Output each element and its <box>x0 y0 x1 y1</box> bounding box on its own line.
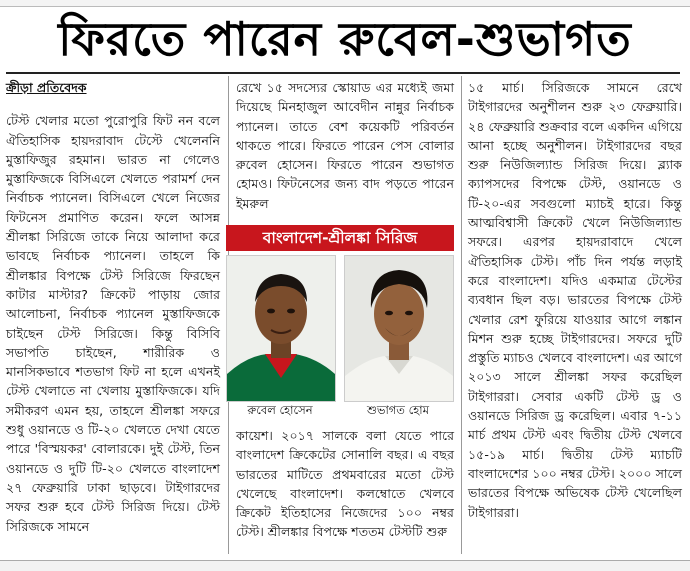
byline: ক্রীড়া প্রতিবেদক <box>6 80 87 95</box>
rubel-hossain-photo <box>226 255 336 402</box>
column-divider <box>461 76 462 554</box>
article-column-2-bottom <box>236 426 454 542</box>
column-2-bottom-text: কায়েশ। ২০১৭ সালকে বলা যেতে পারে বাংলাদেশ ক্রিকেটের সোনালি বছর। এ বছর ভারতের মাটিতে প্রথমবারের মতো টেস্ট খেলেছে বাংলাদেশ। কলম্বোতে খেলবে ক্রিকেট ইতিহাসের নিজেদের ১০০ নম্বর টেস্ট। শ্রীলঙ্কার বিপক্ষে শততম টেস্টটি শুরু <box>236 428 454 540</box>
article-column-1 <box>6 78 220 536</box>
caption-rubel: রুবেল হোসেন <box>247 403 313 417</box>
column-3-text: ১৫ মার্চ। সিরিজকে সামনে রেখে টাইগারদের অনুশীলন শুরু ২৩ ফেব্রুয়ারি। ২৪ ফেব্রুয়ারি শুক্রবার বলে একদিন এগিয়ে আনা হচ্ছে অনুশীলন। টাইগারদের বছর শুরু নিউজিল্যান্ড সিরিজ দিয়ে। ব্ল্যাক ক্যাপসদের বিপক্ষে টেস্ট, ওয়ানডে ও টি-২০-এর সবগুলো ম্যাচই হারে। কিন্তু আত্মবিশ্বাসী ক্রিকেট খেলে নিউজিল্যান্ড সফরে। এরপর হায়দরাবাদে খেলে ঐতিহাসিক টেস্ট। পাঁচ দিন পর্যন্ত লড়াই করে বাংলাদেশ। যদিও একমাত্র টেস্টের ব্যবধান ছিল বড়। ভারতের বিপক্ষে টেস্ট খেলার রেশ ফুরিয়ে যাওয়ার আগে লঙ্কান মিশন শুরু হচ্ছে টাইগারদের। সফরে দুটি প্রস্তুতি ম্যাচও খেলবে বাংলাদেশ। এর আগে ২০১৩ সালে শ্রীলঙ্কা সফর করেছিল টাইগাররা। সেবার একটি টেস্ট ড্র ও ওয়ানডে সিরিজ ড্র করেছিল। এবার ৭-১১ মার্চ প্রথম টেস্ট এবং দ্বিতীয় টেস্ট খেলবে ১৫-১৯ মার্চ। দ্বিতীয় টেস্ট ম্যাচটি বাংলাদেশের ১০০ নম্বর টেস্ট। ২০০০ সালে ভারতের বিপক্ষে অভিষেক টেস্ট খেলেছিল টাইগাররা। <box>468 80 682 520</box>
column-1-text: টেস্ট খেলার মতো পুরোপুরি ফিট নন বলে ঐতিহাসিক হায়দরাবাদ টেস্টে খেলেননি মুস্তাফিজুর রহমান। ভারত না গেলেও মুস্তাফিজকে বিসিএলে খেলতে পরামর্শ দেন নির্বাচক প্যানেল। বিসিএলে খেলে নিজের ফিটনেস প্রমাণিত করেন। ফলে আসন্ন শ্রীলঙ্কা সিরিজে তাকে নিয়ে আলাদা করে ভাবছে নির্বাচক প্যানেল। তাহলে কি শ্রীলঙ্কার বিপক্ষে টেস্ট সিরিজে ফিরছেন কাটার মাস্টার? ক্রিকেট পাড়ায় জোর আলোচনা, নির্বাচক প্যানেল মুস্তাফিজকে চাইছেন টেস্ট সিরিজে। কিন্তু বিসিবি সভাপতি চাইছেন, শারীরিক ও মানসিকভাবে শতভাগ ফিট না হলে এখনই টেস্ট খেলাতে না খেলায় মুস্তাফিজকে। যদি সমীকরণ এমন হয়, তাহলে শ্রীলঙ্কা সফরে শুধু ওয়ানডে ও টি-২০ খেলতে দেখা যেতে পারে 'বিস্ময়কর' বোলারকে। দুই টেস্ট, তিন ওয়ানডে ও দুটি টি-২০ খেলতে বাংলাদেশ ২৭ ফেব্রুয়ারি ঢাকা ছাড়বে। টাইগারদের সফর শুরু হবে টেস্ট সিরিজ দিয়ে। টেস্ট সিরিজকে সামনে <box>6 113 220 534</box>
column-2-top-text: রেখে ১৫ সদস্যের স্কোয়াড এর মধ্যেই জমা দিয়েছে মিনহাজুল আবেদীন নান্নুর নির্বাচক প্যানেল। তাতে বেশ কয়েকটি পরিবর্তন থাকতে পারে। ফিরতে পারেন পেস বোলার রুবেল হোসেন। ফিরতে পারেন শুভাগত হোমও। ফিটনেসের জন্য বাদ পড়তে পারেন ইমরুল <box>236 80 454 211</box>
article-column-2-top <box>236 78 454 213</box>
headline: ফিরতে পারেন রুবেল-শুভাগত <box>58 12 632 66</box>
caption-shuvagata: শুভাগত হোম <box>366 403 430 417</box>
series-banner: বাংলাদেশ-শ্রীলঙ্কা সিরিজ <box>226 225 454 251</box>
shuvagata-hom-photo <box>344 255 454 402</box>
article-column-3 <box>468 78 682 522</box>
clipping-bottom-edge <box>0 560 690 571</box>
headline-rule <box>6 72 680 74</box>
clipping-top-edge <box>0 0 690 7</box>
